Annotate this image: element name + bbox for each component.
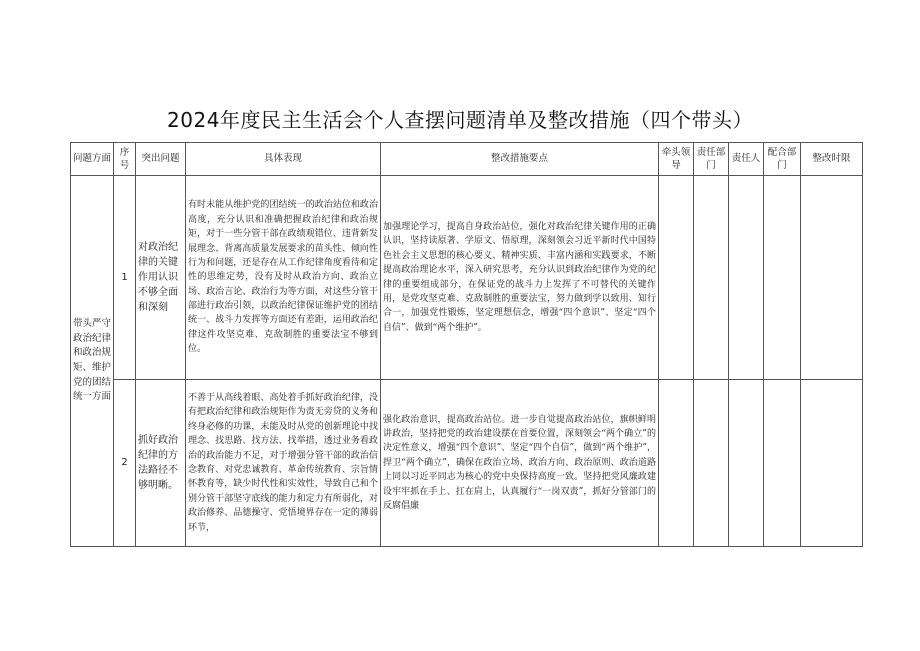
lead-cell <box>659 380 694 547</box>
header-lead: 牵头领导 <box>659 143 694 176</box>
deadline-cell <box>801 176 863 380</box>
deadline-cell <box>801 380 863 547</box>
table-header-row <box>71 143 863 176</box>
aspect-cell: 带头严守政治纪律和政治规矩、维护党的团结统一方面 <box>71 176 114 547</box>
document-title: 2024年度民主生活会个人查摆问题清单及整改措施（四个带头） <box>167 108 753 132</box>
header-detail: 具体表现 <box>186 143 381 176</box>
coop-cell <box>764 380 801 547</box>
person-cell <box>729 176 764 380</box>
issue-cell: 对政治纪律的关键作用认识不够全面和深刻 <box>136 176 186 380</box>
table-row <box>71 176 863 380</box>
header-coop: 配合部门 <box>764 143 801 176</box>
dept-cell <box>694 380 729 547</box>
row-index: 2 <box>114 380 136 547</box>
header-index: 序号 <box>114 143 136 176</box>
table-row <box>71 380 863 547</box>
row-index: 1 <box>114 176 136 380</box>
measures-cell: 加强理论学习，提高自身政治站位，强化对政治纪律关键作用的正确认识，坚持读原著、学原文、悟原理，深刻领会习近平新时代中国特色社会主义思想的核心要义、精神实质、丰富内涵和实践要求，不断提高政治理论水平，深入研究思考，充分认识到政治纪律作为党的纪律的重要组成部分，在保证党的战斗力上发挥了不可替代的关键作用，是党攻坚克难、克敌制胜的重要法宝，努力做到学以致用、知行合一，加强党性锻炼，坚定理想信念，增强“四个意识”、坚定“四个自信”、做到“两个维护”。 <box>381 176 659 380</box>
person-cell <box>729 380 764 547</box>
header-issue: 突出问题 <box>136 143 186 176</box>
measures-cell: 强化政治意识，提高政治站位。进一步自觉提高政治站位，旗帜鲜明讲政治，坚持把党的政治建设摆在首要位置，深刻领会“两个确立”的决定性意义，增强“四个意识”、坚定“四个自信”，做到“两个维护”，捍卫“两个确立”，确保在政治立场、政治方向、政治原则、政治道路上同以习近平同志为核心的党中央保持高度一致。坚持把党风廉政建设牢牢抓在手上、扛在肩上，认真履行“一岗双责”，抓好分管部门的反腐倡廉 <box>381 380 659 547</box>
lead-cell <box>659 176 694 380</box>
detail-cell: 不善于从高线着眼、高处着手抓好政治纪律，没有把政治纪律和政治规矩作为责无旁贷的义务和终身必修的功课，未能及时从党的创新理论中找理念、找思路、找方法、找举措，透过业务看政治的政治能力不足，对于增强分管干部的政治信念教育、对党忠诚教育、革命传统教育、宗旨情怀教育等，缺少时代性和实效性，导致自己和个别分管干部坚守底线的能力和定力有所弱化，对政治修养、品德操守、党悟境界存在一定的薄弱环节， <box>186 380 381 547</box>
header-measures: 整改措施要点 <box>381 143 659 176</box>
coop-cell <box>764 176 801 380</box>
header-deadline: 整改时限 <box>801 143 863 176</box>
header-aspect: 问题方面 <box>71 143 114 176</box>
header-dept: 责任部门 <box>694 143 729 176</box>
detail-cell: 有时未能从维护党的团结统一的政治站位和政治高度，充分认识和准确把握政治纪律和政治规矩，对于一些分管干部在政绩观错位、违背新发展理念、背离高质量发展要求的苗头性、倾向性行为和问题，还是存在从工作纪律角度看待和定性的思维定势，没有及时从政治方向、政治立场、政治言论、政治行为等方面，对这些分管干部进行政治引领，以政治纪律保证维护党的团结统一、战斗力发挥等方面还有差距，运用政治纪律这件攻坚克难、克敌制胜的重要法宝不够到位。 <box>186 176 381 380</box>
header-person: 责任人 <box>729 143 764 176</box>
issue-cell: 抓好政治纪律的方法路径不够明晰。 <box>136 380 186 547</box>
dept-cell <box>694 176 729 380</box>
issues-table <box>70 142 863 547</box>
